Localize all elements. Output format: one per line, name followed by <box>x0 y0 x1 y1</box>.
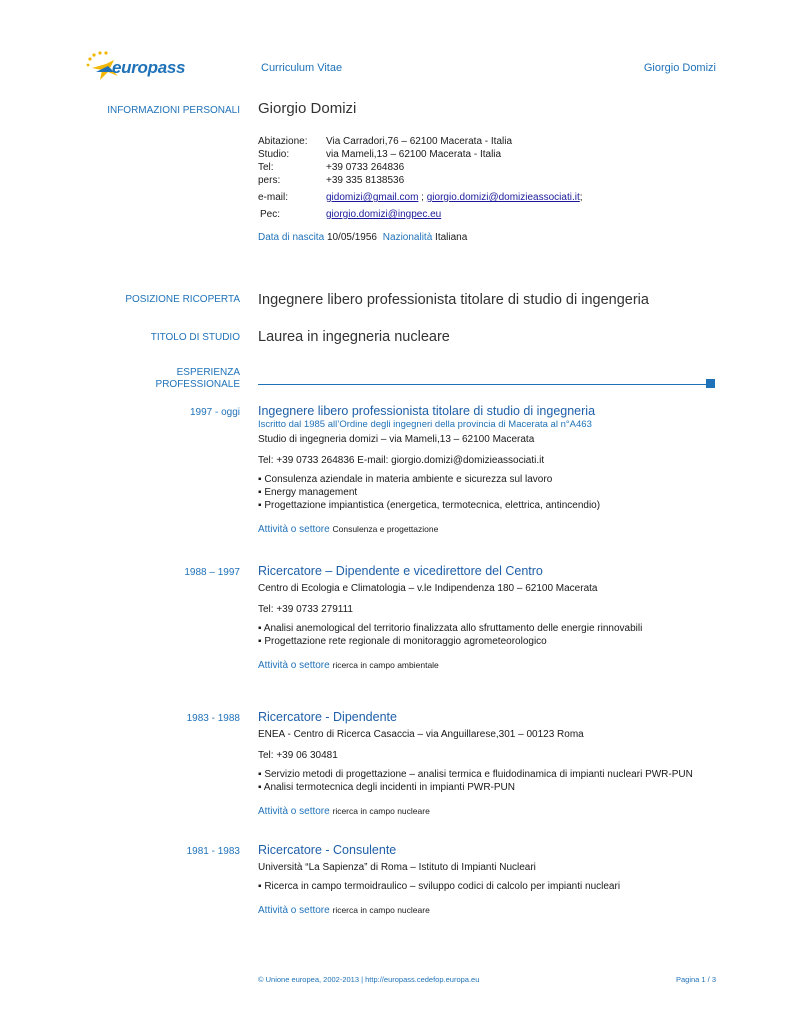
job-title: Ricercatore – Dipendente e vicedirettore del Centro <box>258 564 543 578</box>
experience-label: ESPERIENZA PROFESSIONALE <box>155 367 240 390</box>
list-item: ▪ Consulenza aziendale in materia ambiente e sicurezza sul lavoro <box>258 474 553 485</box>
header-name: Giorgio Domizi <box>643 62 716 74</box>
job-dates: 1988 – 1997 <box>184 567 240 578</box>
list-item: ▪ Servizio metodi di progettazione – analisi termica e fluidodinamica di impianti nucleari PWR-PUN <box>258 769 693 780</box>
section-divider-square <box>706 379 715 388</box>
job-contact: Tel: +39 0733 264836 E-mail: giorgio.domizi@domizieassociati.it <box>258 455 545 466</box>
list-item: ▪ Energy management <box>258 487 358 498</box>
degree-value: Laurea in ingegneria nucleare <box>258 329 450 345</box>
degree-label: TITOLO DI STUDIO <box>150 332 240 343</box>
job-title: Ricercatore - Consulente <box>258 843 397 857</box>
footer-copyright: © Unione europea, 2002-2013 | http://europass.cedefop.europa.eu <box>258 975 480 984</box>
header-title: Curriculum Vitae <box>261 62 343 74</box>
job-employer: Centro di Ecologia e Climatologia – v.le Indipendenza 180 – 62100 Macerata <box>258 583 598 594</box>
email-link-1[interactable]: gidomizi@gmail.com <box>326 192 419 203</box>
job-contact: Tel: +39 0733 279111 <box>258 604 353 615</box>
personal-info-label: INFORMAZIONI PERSONALI <box>107 105 240 116</box>
birth-row: Data di nascita 10/05/1956 Nazionalità Italiana <box>258 232 468 243</box>
job-dates: 1997 - oggi <box>189 407 240 418</box>
list-item: ▪ Progettazione impiantistica (energetica, termotecnica, elettrica, antincendio) <box>258 500 601 511</box>
position-value: Ingegnere libero professionista titolare di studio di ingengeria <box>258 292 649 308</box>
list-item: ▪ Progettazione rete regionale di monitoraggio agrometeorologico <box>258 636 547 647</box>
email-link-2[interactable]: giorgio.domizi@domizieassociati.it <box>426 192 580 203</box>
list-item: ▪ Ricerca in campo termoidraulico – sviluppo codici di calcolo per impianti nucleari <box>258 881 621 892</box>
pec-row: Pec: giorgio.domizi@ingpec.eu <box>260 209 442 220</box>
email-row: e-mail: gidomizi@gmail.com ; giorgio.domizi@domizieassociati.it; <box>258 192 583 203</box>
job-sector: Attività o settore ricerca in campo nucleare <box>258 905 430 916</box>
job-sector: Attività o settore ricerca in campo ambientale <box>258 660 439 671</box>
job-entry <box>258 843 728 916</box>
contact-row: Studio: via Mameli,13 – 62100 Macerata - Italia <box>258 149 502 160</box>
job-bullets <box>258 622 728 648</box>
footer-page-number: Pagina 1 / 3 <box>675 975 716 984</box>
job-employer: Università “La Sapienza” di Roma – Istituto di Impianti Nucleari <box>258 862 536 873</box>
job-entry <box>258 564 728 671</box>
list-item: ▪ Analisi termotecnica degli incidenti in impianti PWR-PUN <box>258 782 515 793</box>
job-sector: Attività o settore ricerca in campo nucleare <box>258 806 430 817</box>
job-contact: Tel: +39 06 30481 <box>258 750 338 761</box>
logo-text: europass <box>112 58 186 77</box>
list-item: ▪ Analisi anemological del territorio finalizzata allo sfruttamento delle energie rinnovabili <box>258 623 643 634</box>
job-title: Ricercatore - Dipendente <box>258 710 397 724</box>
job-entry <box>258 710 728 817</box>
job-bullets <box>258 880 728 893</box>
europass-logo <box>84 50 194 84</box>
person-name: Giorgio Domizi <box>258 100 357 117</box>
job-title: Ingegnere libero professionista titolare di studio di ingegneria <box>258 404 596 418</box>
job-entry <box>258 404 728 535</box>
job-sector: Attività o settore Consulenza e progettazione <box>258 524 439 535</box>
pec-link[interactable]: giorgio.domizi@ingpec.eu <box>326 209 442 220</box>
position-label: POSIZIONE RICOPERTA <box>125 294 240 305</box>
job-bullets <box>258 473 728 512</box>
job-employer: ENEA - Centro di Ricerca Casaccia – via Anguillarese,301 – 00123 Roma <box>258 729 584 740</box>
contact-row: Abitazione: Via Carradori,76 – 62100 Macerata - Italia <box>258 136 513 147</box>
job-employer: Studio di ingegneria domizi – via Mameli,13 – 62100 Macerata <box>258 434 535 445</box>
job-bullets <box>258 768 728 794</box>
contact-block <box>258 135 678 244</box>
job-subtitle: Iscritto dal 1985 all’Ordine degli ingegneri della provincia di Macerata al n°A463 <box>258 419 592 430</box>
contact-row: pers: +39 335 8138536 <box>258 175 405 186</box>
contact-row: Tel: +39 0733 264836 <box>258 162 405 173</box>
job-dates: 1981 - 1983 <box>186 846 240 857</box>
job-dates: 1983 - 1988 <box>186 713 240 724</box>
section-divider <box>258 384 708 385</box>
